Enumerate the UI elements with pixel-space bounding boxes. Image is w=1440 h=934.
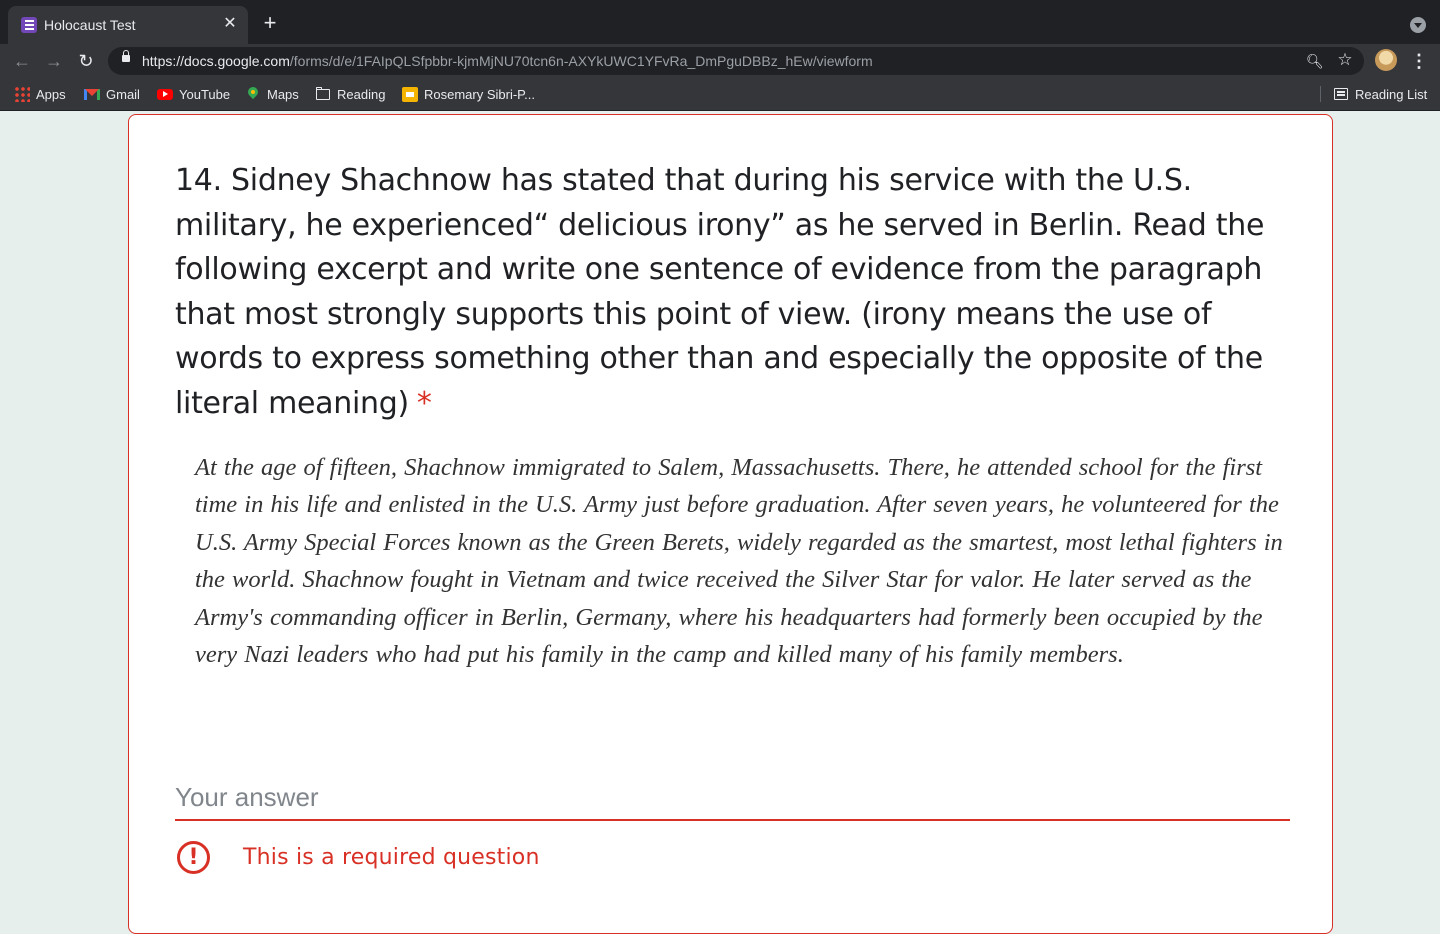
apps-icon (14, 86, 30, 102)
bookmark-star-icon[interactable]: ☆ (1337, 50, 1353, 69)
bookmark-label: Gmail (106, 86, 140, 102)
forward-button[interactable]: → (45, 51, 63, 71)
url-host: https://docs.google.com (142, 53, 290, 69)
error-icon: ! (177, 841, 210, 874)
bookmark-label: YouTube (179, 86, 231, 102)
zoom-icon[interactable]: 🔍︎ (1306, 53, 1324, 69)
url-text[interactable] (142, 53, 873, 69)
reading-list-icon (1333, 86, 1349, 102)
required-asterisk: * (416, 385, 432, 421)
new-tab-button[interactable]: + (263, 10, 277, 35)
bookmark-youtube[interactable] (157, 78, 230, 110)
reading-list-button[interactable] (1333, 78, 1427, 110)
close-icon[interactable]: ✕ (223, 15, 237, 32)
reload-button[interactable]: ↻ (78, 51, 94, 71)
required-error (177, 837, 540, 877)
bookmark-reading-folder[interactable] (315, 78, 385, 110)
forms-icon (21, 17, 37, 33)
bookmarks-bar (0, 78, 1440, 111)
reading-list-label: Reading List (1355, 86, 1428, 102)
back-button[interactable]: ← (13, 51, 31, 71)
browser-toolbar (0, 44, 1440, 78)
lock-icon[interactable] (122, 55, 130, 62)
folder-icon (315, 86, 331, 102)
bookmark-label: Rosemary Sibri-P... (424, 86, 536, 102)
question-card (128, 114, 1333, 934)
maps-icon (245, 86, 261, 102)
more-menu-icon[interactable]: ⋮ (1410, 51, 1428, 71)
excerpt-image-text: At the age of fifteen, Shachnow immigrated to Salem, Massachusetts. There, he attended school for the first time in his life and enlisted in the U.S. Army just before graduation. After seven years, he volunteered for the U.S. Army Special Forces known as the Green Berets, widely regarded as the smartest, most lethal fighters in the world. Shachnow fought in Vietnam and twice received the Silver Star for valor. He later served as the Army's commanding officer in Berlin, Germany, where his headquarters had formerly been occupied by the very Nazi leaders who had put his family in the camp and killed many of his family members. (195, 454, 1283, 669)
tab-strip (0, 0, 1440, 44)
answer-input[interactable] (175, 775, 1290, 821)
profile-avatar[interactable] (1375, 49, 1397, 71)
bookmark-rosemary[interactable] (402, 78, 535, 110)
bookmark-apps[interactable] (14, 78, 66, 110)
gmail-icon (84, 86, 100, 102)
browser-tab[interactable] (8, 6, 248, 44)
bookmark-maps[interactable] (245, 78, 299, 110)
tab-search-icon[interactable] (1410, 17, 1426, 33)
question-title (175, 159, 1295, 427)
bookmarks-divider (1320, 86, 1321, 102)
address-bar[interactable] (108, 47, 1364, 75)
tab-title: Holocaust Test (44, 17, 136, 33)
youtube-icon (157, 86, 173, 102)
bookmark-gmail[interactable] (84, 78, 140, 110)
bookmark-label: Reading (337, 86, 386, 102)
bookmark-label: Apps (36, 86, 66, 102)
error-message: This is a required question (243, 844, 540, 870)
bookmark-label: Maps (267, 86, 299, 102)
slides-icon (402, 86, 418, 102)
question-text: 14. Sidney Shachnow has stated that during his service with the U.S. military, he experienced“ delicious irony” as he served in Berlin. Read the following excerpt and write one sentence of evidence from the paragraph that most strongly supports this point of view. (irony means the use of words to express something other than and especially the opposite of the literal meaning) (175, 163, 1265, 421)
url-path: /forms/d/e/1FAIpQLSfpbbr-kjmMjNU70tcn6n-AXYkUWC1YFvRa_DmPguDBBz_hEw/viewform (289, 53, 873, 69)
